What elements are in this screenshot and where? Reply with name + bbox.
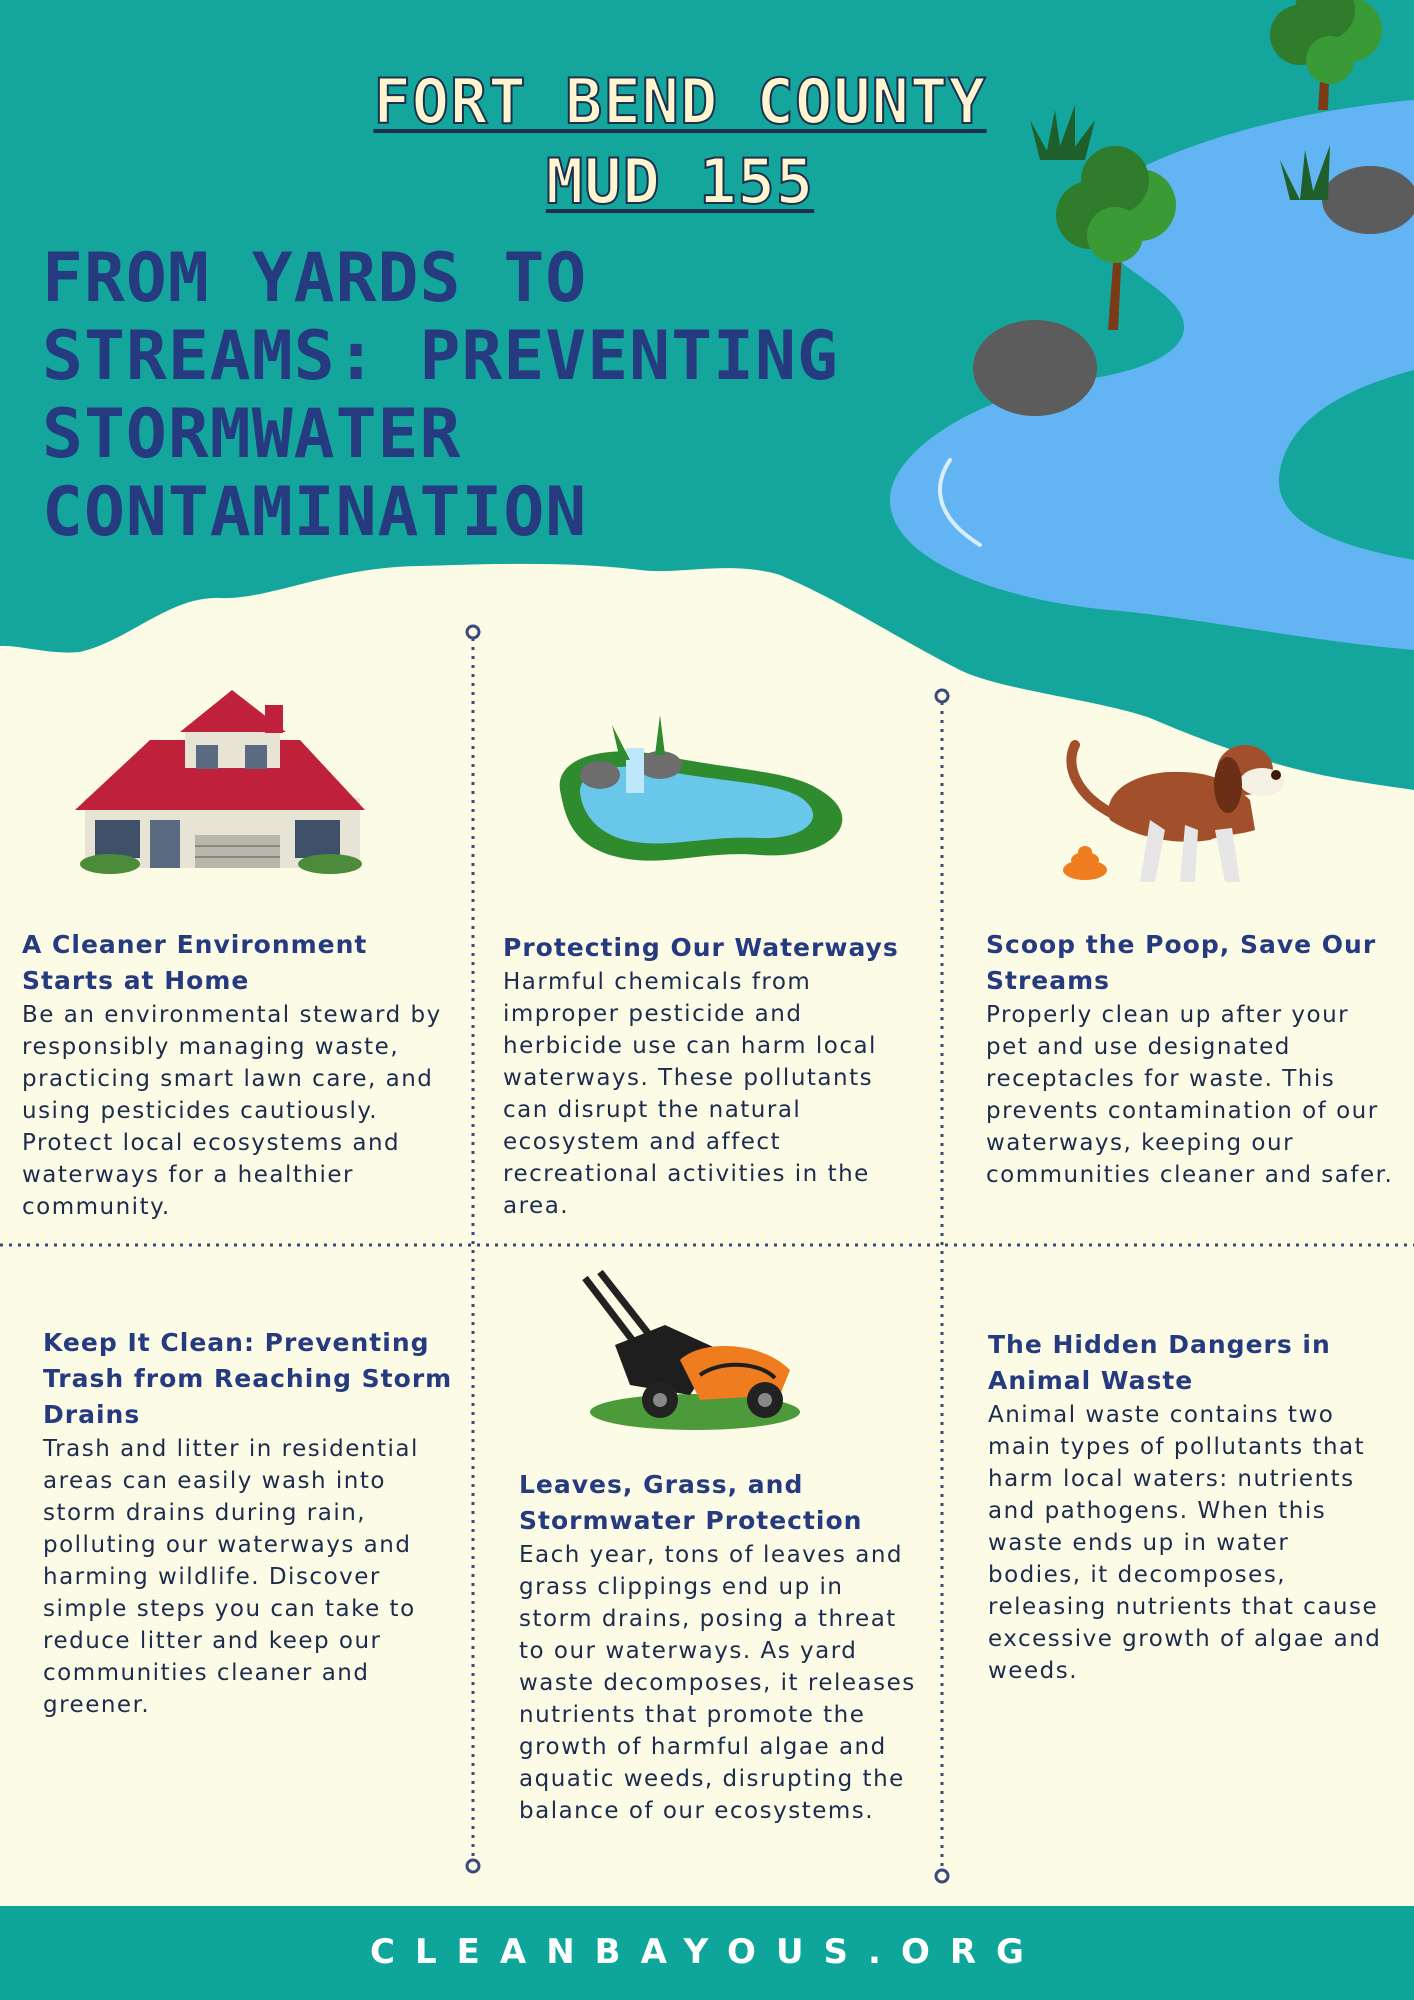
pond-icon	[560, 715, 843, 861]
rock-large	[973, 320, 1097, 416]
section-body: Harmful chemicals from improper pesticide and herbicide use can harm local waterways. These pollutants can disrupt the natural ecosystem and affect recreational activities in the area.	[503, 969, 877, 1219]
section-body: Each year, tons of leaves and grass clippings end up in storm drains, posing a threat to our waterways. As yard waste decomposes, it releases nutrients that promote the growth of harmful algae and aquatic weeds, disrupting the balance of our ecosystems.	[519, 1542, 916, 1824]
section-body: Be an environmental steward by responsibly managing waste, practicing smart lawn care, and using pesticides cautiously. Protect local ecosystems and waterways for a healthier community.	[22, 1002, 442, 1220]
website-link[interactable]: CLEANBAYOUS.ORG	[370, 1932, 1044, 1972]
section-protecting-waterways	[503, 930, 923, 1222]
section-animal-waste	[988, 1327, 1388, 1687]
section-body: Properly clean up after your pet and use designated receptacles for waste. This prevents contamination of our waterways, keeping our communities cleaner and safer.	[986, 1002, 1394, 1188]
house-icon	[75, 690, 365, 874]
rock-small	[1322, 166, 1414, 234]
section-body: Trash and litter in residential areas can easily wash into storm drains during rain, polluting our waterways and harming wildlife. Discover simple steps you can take to reduce litter and keep our communities cleaner and greener.	[43, 1436, 419, 1718]
section-scoop-the-poop	[986, 927, 1396, 1191]
lawn-mower-icon	[585, 1272, 800, 1430]
section-leaves-grass	[519, 1467, 919, 1827]
section-body: Animal waste contains two main types of pollutants that harm local waters: nutrients and pathogens. When this waste ends up in water bodies, it decomposes, releasing nutrients that cause excessive growth of algae and weeds.	[988, 1402, 1382, 1684]
section-heading: Scoop the Poop, Save Our Streams	[986, 930, 1377, 995]
section-heading: The Hidden Dangers in Animal Waste	[988, 1330, 1331, 1395]
section-heading: Leaves, Grass, and Stormwater Protection	[519, 1470, 863, 1535]
organization-name: FORT BEND COUNTY MUD 155	[373, 65, 987, 218]
footer-bar	[0, 1906, 1414, 2000]
page-title: FROM YARDS TO STREAMS: PREVENTING STORMWATER CONTAMINATION	[42, 239, 839, 552]
section-keep-it-clean	[43, 1325, 453, 1721]
section-heading: A Cleaner Environment Starts at Home	[22, 930, 368, 995]
section-heading: Keep It Clean: Preventing Trash from Reaching Storm Drains	[43, 1328, 453, 1429]
dog-icon	[1063, 745, 1284, 882]
section-cleaner-environment	[22, 927, 452, 1223]
section-heading: Protecting Our Waterways	[503, 933, 899, 962]
